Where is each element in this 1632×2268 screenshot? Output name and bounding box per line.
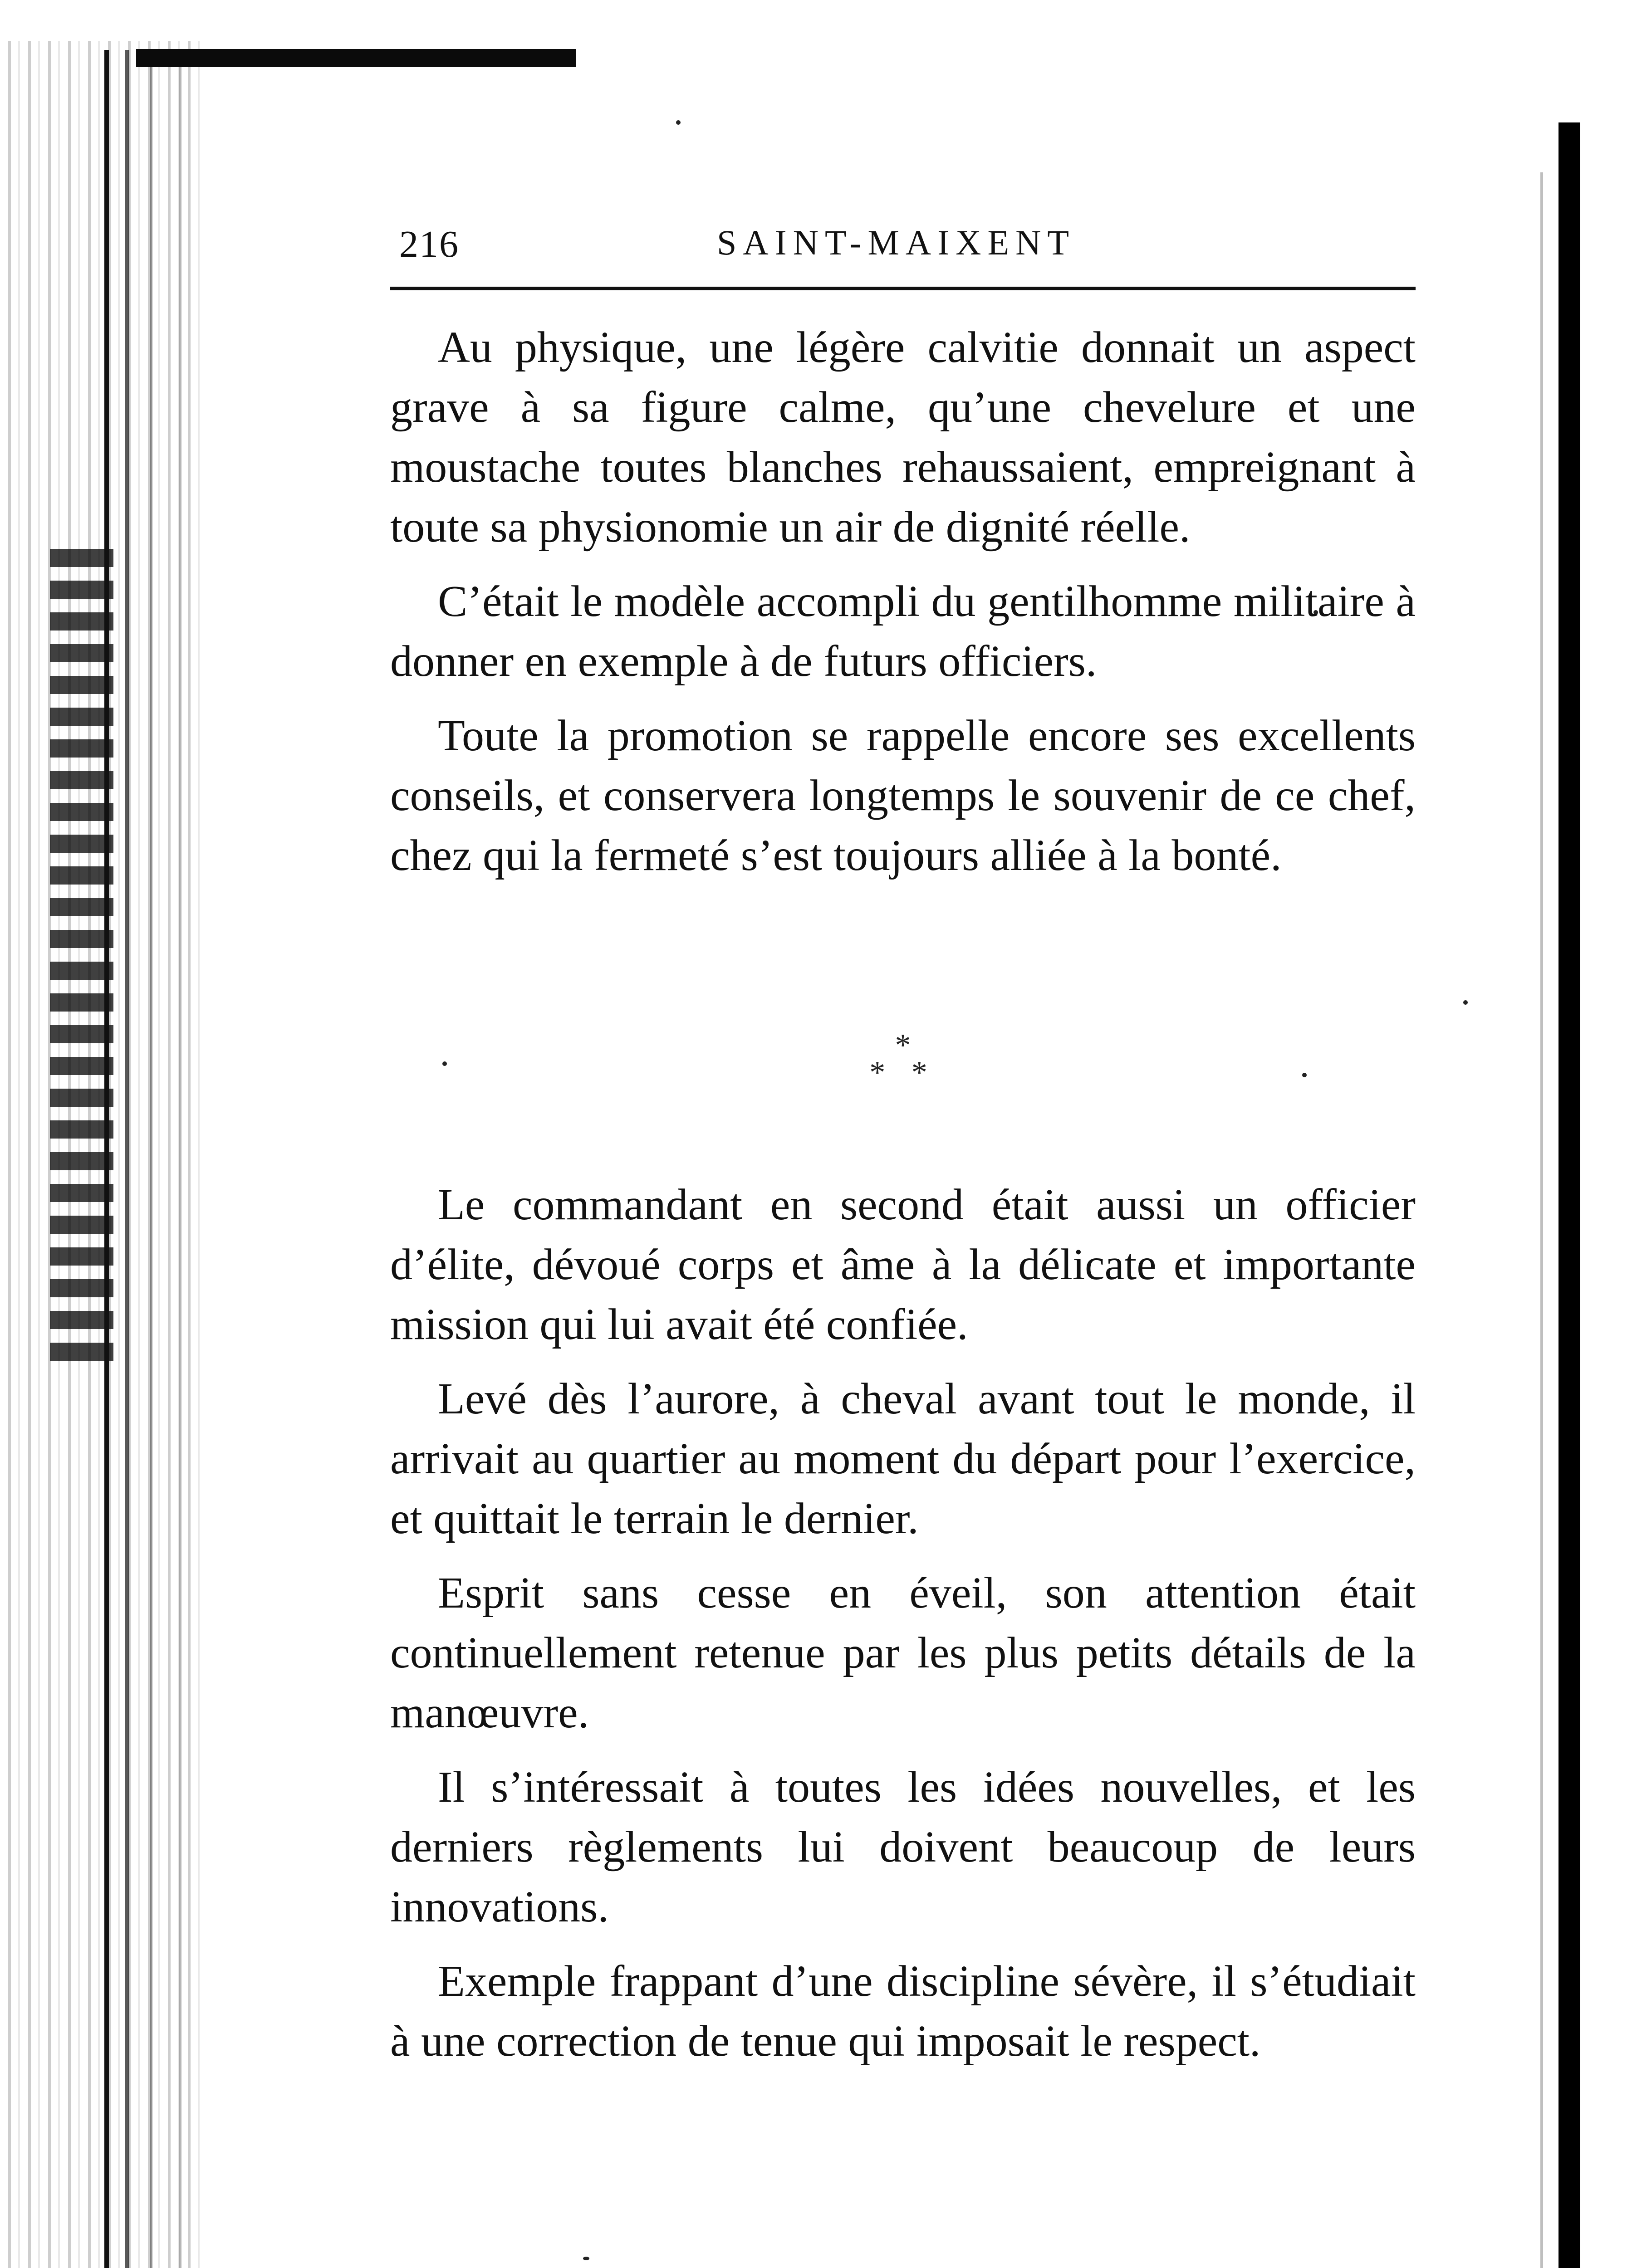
scan-speck bbox=[583, 2257, 589, 2260]
running-title: SAINT-MAIXENT bbox=[717, 223, 1076, 262]
scan-speck bbox=[1463, 1000, 1468, 1005]
scan-speck bbox=[1302, 1073, 1307, 1077]
running-head bbox=[390, 222, 1416, 286]
header-rule bbox=[390, 287, 1416, 290]
body-text-section-1 bbox=[390, 318, 1416, 900]
asterism-separator bbox=[858, 1028, 948, 1105]
paragraph: C’était le modèle accompli du gentilhomme militaire à donner en exemple à de futurs officiers. bbox=[390, 577, 1416, 686]
scan-binding-marks bbox=[50, 544, 113, 1361]
scan-speck bbox=[442, 1061, 447, 1066]
page-number: 216 bbox=[399, 223, 459, 265]
scan-right-edge bbox=[1558, 122, 1580, 2268]
body-text-section-2 bbox=[390, 1175, 1416, 2086]
scan-speck bbox=[676, 120, 681, 125]
paragraph: Levé dès l’aurore, à cheval avant tout le monde, il arrivait au quartier au moment du départ pour l’exercice, et quittait le terrain le dernier. bbox=[390, 1374, 1416, 1543]
scan-binding-line bbox=[104, 50, 109, 2268]
scan-binding-line bbox=[179, 50, 181, 2268]
asterism-bottom: * * bbox=[869, 1055, 936, 1090]
scan-right-edge-shadow bbox=[1540, 172, 1543, 2268]
paragraph: Toute la promotion se rappelle encore ses excellents conseils, et conservera longtemps le souvenir de ce chef, chez qui la fermeté s’est toujours alliée à la bonté. bbox=[390, 711, 1416, 880]
paragraph: Il s’intéressait à toutes les idées nouvelles, et les derniers règlements lui doivent beaucoup de leurs innovations. bbox=[390, 1763, 1416, 1931]
paragraph: Exemple frappant d’une discipline sévère, il s’étudiait à une correction de tenue qui imposait le respect. bbox=[390, 1957, 1416, 2066]
paragraph: Au physique, une légère calvitie donnait un aspect grave à sa figure calme, qu’une chevelure et une moustache toutes blanches rehaussaient, empreignant à toute sa physionomie un air de dignité réelle. bbox=[390, 323, 1416, 552]
scan-top-edge bbox=[136, 49, 576, 67]
asterism-top: * bbox=[895, 1028, 911, 1063]
scan-binding-line bbox=[125, 50, 129, 2268]
scan-binding-line bbox=[150, 50, 152, 2268]
paragraph: Le commandant en second était aussi un officier d’élite, dévoué corps et âme à la délicate et importante mission qui lui avait été confiée. bbox=[390, 1180, 1416, 1349]
paragraph: Esprit sans cesse en éveil, son attention était continuellement retenue par les plus petits détails de la manœuvre. bbox=[390, 1569, 1416, 1737]
